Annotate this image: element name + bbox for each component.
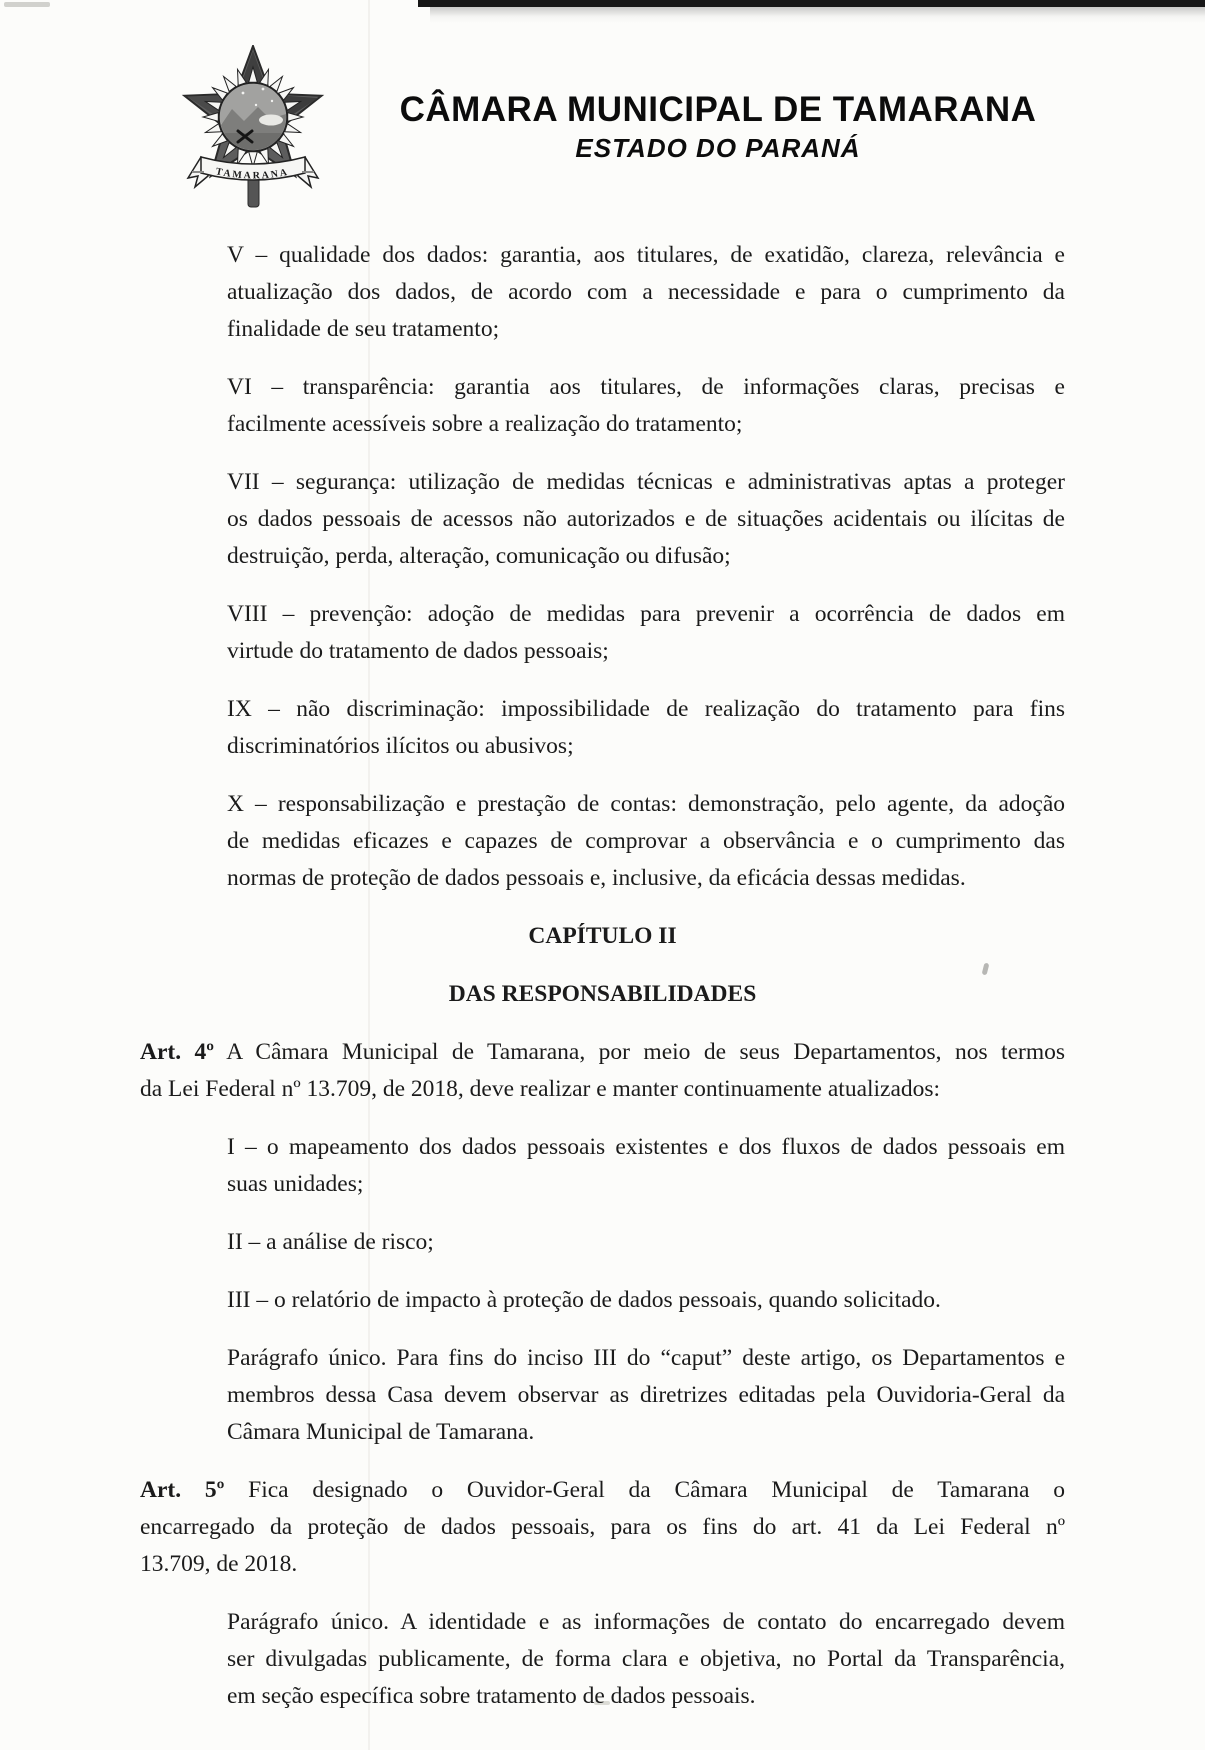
text-line: Parágrafo único. A identidade e as informações de contato do encarregado devem xyxy=(227,1609,1065,1635)
text-line: discriminatórios ilícitos ou abusivos; xyxy=(227,733,574,759)
text-line: encarregado da proteção de dados pessoais, para os fins do art. 41 da Lei Federal nº xyxy=(140,1514,1065,1540)
article-paragraph xyxy=(140,1472,1065,1583)
text-line: III – o relatório de impacto à proteção de dados pessoais, quando solicitado. xyxy=(227,1287,941,1313)
text-line: facilmente acessíveis sobre a realização do tratamento; xyxy=(227,411,743,437)
list-item-paragraph xyxy=(227,1224,1065,1261)
text-line: normas de proteção de dados pessoais e, inclusive, da eficácia dessas medidas. xyxy=(227,865,966,891)
text-line: VII – segurança: utilização de medidas técnicas e administrativas aptas a proteger xyxy=(227,469,1065,495)
text-line: Parágrafo único. Para fins do inciso III do “caput” deste artigo, os Departamentos e xyxy=(227,1345,1065,1371)
scan-artifact-corner-speck xyxy=(4,2,50,7)
text-line: X – responsabilização e prestação de contas: demonstração, pelo agente, da adoção xyxy=(227,791,1065,817)
logo-ribbon-text: TAMARANA xyxy=(214,166,290,182)
list-item-paragraph xyxy=(227,596,1065,670)
list-item-paragraph xyxy=(227,786,1065,897)
section-heading xyxy=(140,976,1065,1013)
list-item-paragraph xyxy=(227,1340,1065,1451)
text-line: em seção específica sobre tratamento de dados pessoais. xyxy=(227,1683,756,1709)
text-line: VIII – prevenção: adoção de medidas para prevenir a ocorrência de dados em xyxy=(227,601,1065,627)
organization-title: CÂMARA MUNICIPAL DE TAMARANA xyxy=(399,90,1037,129)
text-line: 13.709, de 2018. xyxy=(140,1551,298,1577)
text-line: Art. 5º Fica designado o Ouvidor-Geral da Câmara Municipal de Tamarana o xyxy=(140,1477,1065,1503)
article-paragraph xyxy=(140,1034,1065,1108)
text-line: da Lei Federal nº 13.709, de 2018, deve realizar e manter continuamente atualizados: xyxy=(140,1076,941,1102)
text-line: I – o mapeamento dos dados pessoais existentes e dos fluxos de dados pessoais em xyxy=(227,1134,1065,1160)
text-line: IX – não discriminação: impossibilidade de realização do tratamento para fins xyxy=(227,696,1065,722)
text-line: Art. 4º A Câmara Municipal de Tamarana, por meio de seus Departamentos, nos termos xyxy=(140,1039,1065,1065)
text-line: VI – transparência: garantia aos titulares, de informações claras, precisas e xyxy=(227,374,1065,400)
article-number: Art. 5º xyxy=(140,1477,225,1503)
list-item-paragraph xyxy=(227,691,1065,765)
text-line: suas unidades; xyxy=(227,1171,364,1197)
list-item-paragraph xyxy=(227,1129,1065,1203)
text-line: membros dessa Casa devem observar as diretrizes editadas pela Ouvidoria-Geral da xyxy=(227,1382,1065,1408)
list-item-paragraph xyxy=(227,1604,1065,1715)
text-line: Câmara Municipal de Tamarana. xyxy=(227,1419,535,1445)
text-line: II – a análise de risco; xyxy=(227,1229,434,1255)
article-number: Art. 4º xyxy=(140,1039,215,1065)
organization-subtitle: ESTADO DO PARANÁ xyxy=(575,133,861,163)
text-line: destruição, perda, alteração, comunicação ou difusão; xyxy=(227,543,731,569)
text-line: os dados pessoais de acessos não autorizados e de situações acidentais ou ilícitas de xyxy=(227,506,1065,532)
text-line: finalidade de seu tratamento; xyxy=(227,316,500,342)
text-line: atualização dos dados, de acordo com a necessidade e para o cumprimento da xyxy=(227,279,1065,305)
text-line: virtude do tratamento de dados pessoais; xyxy=(227,638,609,664)
list-item-paragraph xyxy=(227,464,1065,575)
text-line: ser divulgadas publicamente, de forma clara e objetiva, no Portal da Transparência, xyxy=(227,1646,1065,1672)
scan-artifact-top-smudge xyxy=(430,7,1205,23)
coat-of-arms-icon xyxy=(168,45,338,210)
text-line: de medidas eficazes e capazes de comprovar a observância e o cumprimento das xyxy=(227,828,1065,854)
text-line: CAPÍTULO II xyxy=(528,923,677,949)
section-heading xyxy=(140,918,1065,955)
list-item-paragraph xyxy=(227,1282,1065,1319)
coat-of-arms-logo xyxy=(168,45,338,210)
text-line: V – qualidade dos dados: garantia, aos titulares, de exatidão, clareza, relevância e xyxy=(227,242,1065,268)
list-item-paragraph xyxy=(227,369,1065,443)
text-line: DAS RESPONSABILIDADES xyxy=(448,981,757,1007)
document-body xyxy=(140,237,1065,1736)
scan-artifact-top-band xyxy=(418,0,1205,7)
list-item-paragraph xyxy=(227,237,1065,348)
